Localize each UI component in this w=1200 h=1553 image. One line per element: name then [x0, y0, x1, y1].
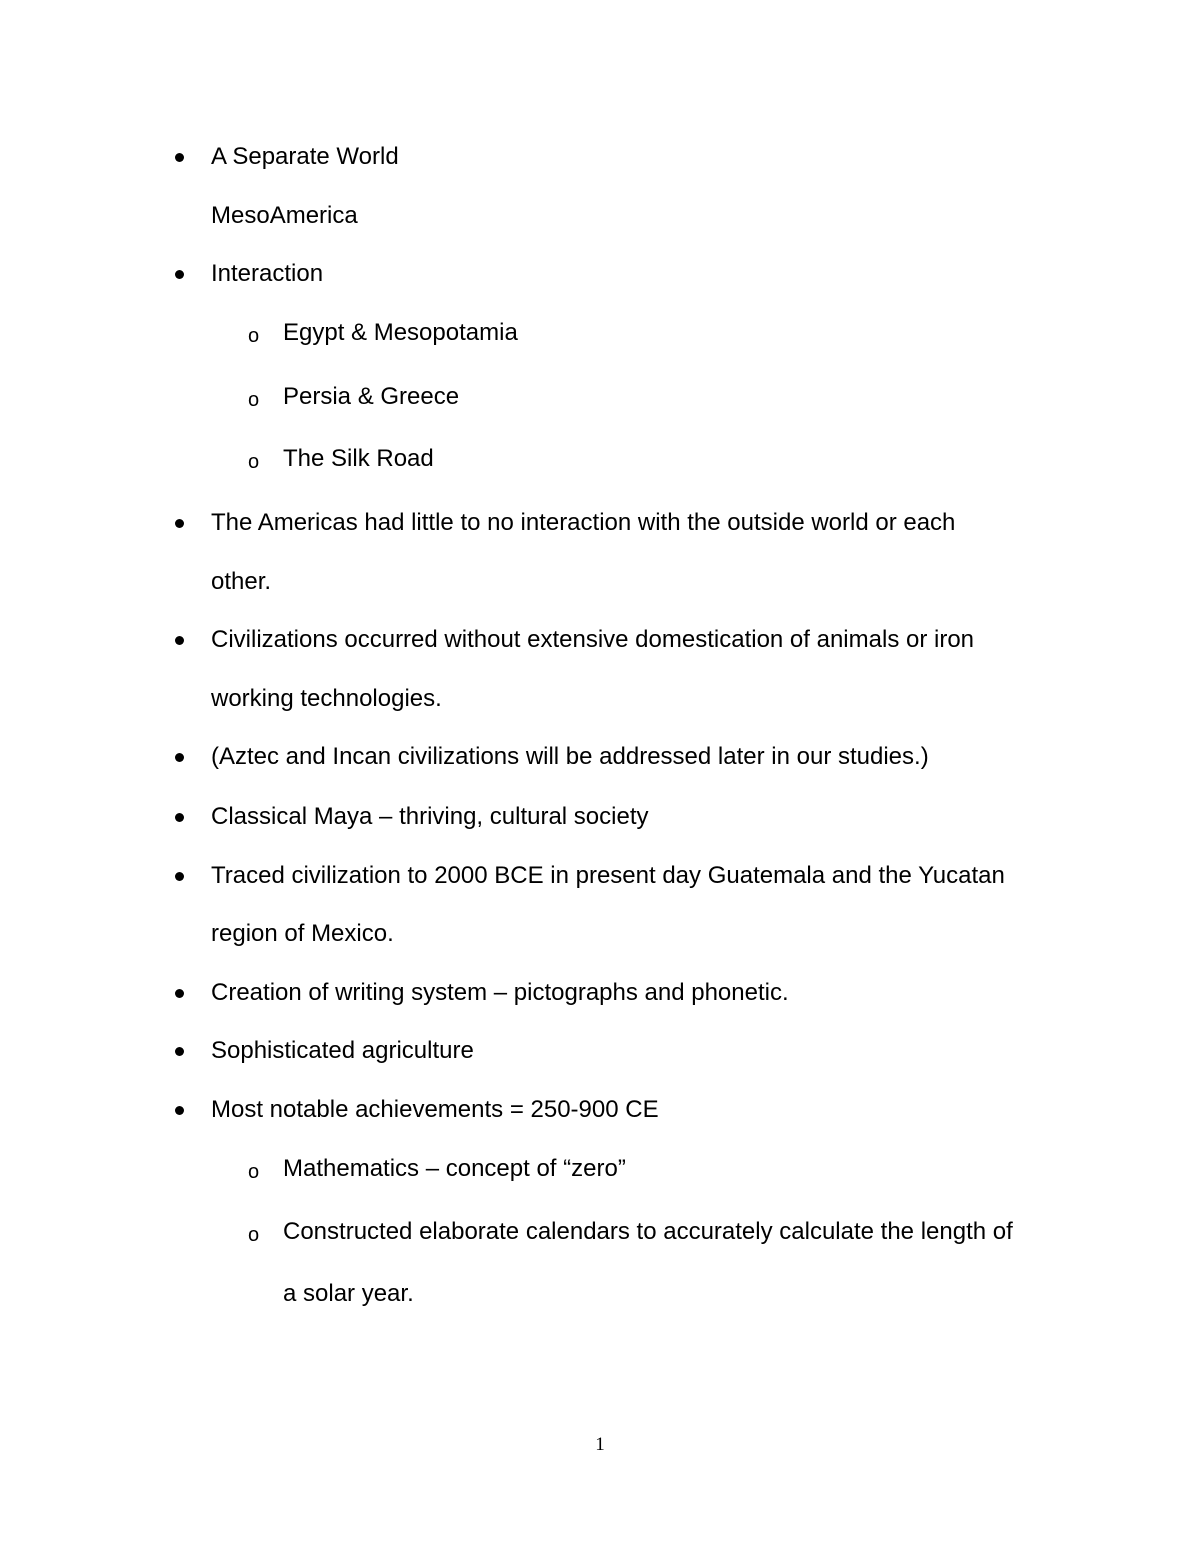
list-item-continuation: other.	[211, 568, 272, 595]
list-item: The Americas had little to no interaction with the outside world or each	[211, 509, 956, 536]
list-item: Most notable achievements = 250-900 CE	[211, 1096, 659, 1123]
list-item: Traced civilization to 2000 BCE in present day Guatemala and the Yucatan	[211, 862, 1005, 889]
sub-list-item: The Silk Road	[283, 445, 434, 472]
bullet-icon	[175, 872, 184, 881]
list-item-continuation: working technologies.	[211, 685, 442, 712]
bullet-icon	[175, 270, 184, 279]
list-item: A Separate World	[211, 143, 399, 170]
sub-list-item-continuation: a solar year.	[283, 1280, 414, 1307]
list-item: Creation of writing system – pictographs and phonetic.	[211, 979, 789, 1006]
bullet-icon	[175, 519, 184, 528]
sub-bullet-icon: o	[248, 389, 260, 411]
bullet-icon	[175, 753, 184, 762]
bullet-icon	[175, 1106, 184, 1115]
sub-list-item: Egypt & Mesopotamia	[283, 319, 518, 346]
sub-bullet-icon: o	[248, 325, 260, 347]
list-item: Civilizations occurred without extensive domestication of animals or iron	[211, 626, 975, 653]
sub-bullet-icon: o	[248, 1161, 260, 1183]
sub-list-item: Persia & Greece	[283, 383, 460, 410]
list-item: Classical Maya – thriving, cultural society	[211, 803, 649, 830]
sub-bullet-icon: o	[248, 1224, 260, 1246]
bullet-icon	[175, 989, 184, 998]
page-number: 1	[595, 1434, 605, 1455]
list-item: Interaction	[211, 260, 324, 287]
sub-bullet-icon: o	[248, 451, 260, 473]
list-item: (Aztec and Incan civilizations will be addressed later in our studies.)	[211, 743, 929, 770]
list-item-continuation: region of Mexico.	[211, 920, 394, 947]
list-item: MesoAmerica	[211, 202, 358, 229]
list-item: Sophisticated agriculture	[211, 1037, 474, 1064]
sub-list-item: Mathematics – concept of “zero”	[283, 1155, 626, 1182]
bullet-icon	[175, 153, 184, 162]
bullet-icon	[175, 813, 184, 822]
bullet-icon	[175, 636, 184, 645]
bullet-icon	[175, 1047, 184, 1056]
sub-list-item: Constructed elaborate calendars to accurately calculate the length of	[283, 1218, 1013, 1245]
